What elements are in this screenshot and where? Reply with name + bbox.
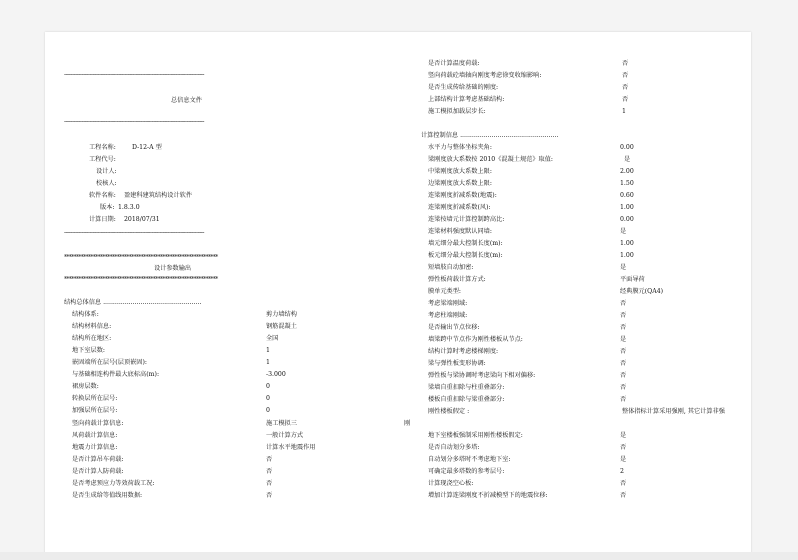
param-value: 1.00: [620, 204, 634, 211]
param-label: 板元细分最大控制长度(m):: [428, 252, 503, 259]
param-label: 地下室层数:: [72, 347, 106, 354]
param-label: 中梁刚度放大系数上限:: [428, 168, 492, 175]
param-label: 考虑梁端刚域:: [428, 300, 468, 307]
param-value: 是: [620, 432, 627, 439]
param-value: 否: [620, 312, 627, 319]
param-label: 连梁刚度折减系数(风):: [428, 204, 491, 211]
param-value: 否: [620, 300, 627, 307]
param-label: 墙元细分最大控制长度(m):: [428, 240, 503, 247]
param-value: 否: [622, 60, 629, 67]
param-value: 全国: [266, 335, 279, 342]
param-label: 膜单元类型:: [428, 288, 462, 295]
param-value: 平面导荷: [620, 276, 645, 283]
param-label: 风荷载计算信息:: [72, 432, 118, 439]
param-value: 否: [622, 96, 629, 103]
info-label: 工程名称:: [89, 144, 116, 151]
dash-line-top: ----------------------------------------------------------------------------------------: [64, 71, 204, 78]
param-label: 竖向荷载砼墙轴向刚度考虑徐变收缩影响:: [428, 72, 542, 79]
param-label: 是否计算温度荷载:: [428, 60, 480, 67]
param-label: 裙房层数:: [72, 383, 99, 390]
param-label: 边梁刚度放大系数上限:: [428, 180, 492, 187]
param-value: 0: [266, 407, 270, 414]
param-value: 否: [620, 492, 627, 499]
param-value: 是: [620, 228, 627, 235]
dash-line-2: ----------------------------------------------------------------------------------------: [64, 118, 204, 125]
param-value: 计算水平地震作用: [266, 444, 316, 451]
param-label: 连梁刚度折减系数(地震):: [428, 192, 497, 199]
param-value: 否: [620, 396, 627, 403]
star-line-1: ****************************************************************: [64, 254, 218, 261]
param-label: 连梁材料强度默认同墙:: [428, 228, 492, 235]
param-label: 是否考虑预应力等效荷载工况:: [72, 480, 155, 487]
section-title-structure: 结构总体信息 ..................................................: [64, 299, 202, 306]
info-value: 1.8.3.0: [118, 204, 140, 211]
param-value: -3.000: [266, 371, 286, 378]
param-value: 否: [620, 360, 627, 367]
param-value: 1: [622, 108, 626, 115]
param-label: 转换层所在层号:: [72, 395, 118, 402]
param-label: 加强层所在层号:: [72, 407, 118, 414]
param-value: 0: [266, 383, 270, 390]
info-value: D-12-A 型: [132, 144, 162, 151]
param-label: 地下室楼板强制采用刚性楼板假定:: [428, 432, 523, 439]
param-label: 结构计算时考虑楼梯刚度:: [428, 348, 499, 355]
param-value: 否: [622, 72, 629, 79]
param-label: 短墙肢自动加密:: [428, 264, 474, 271]
info-value: 盈建科建筑结构设计软件: [124, 192, 193, 199]
param-value: 否: [266, 456, 273, 463]
param-label: 墙梁跨中节点作为刚性楼板从节点:: [428, 336, 523, 343]
param-value: 剪力墙结构: [266, 311, 297, 318]
param-label: 水平力与整体坐标夹角:: [428, 144, 492, 151]
section-title-control: 计算控制信息 ..................................................: [421, 132, 559, 139]
param-value: 整体指标计算采用强刚, 其它计算非强: [622, 408, 725, 415]
param-value: 0.60: [620, 192, 634, 199]
param-label: 自动划分多塔时不考虑地下室:: [428, 456, 511, 463]
param-label: 可确定最多塔数的参考层号:: [428, 468, 505, 475]
param-value: 2: [620, 468, 624, 475]
param-value: 否: [620, 480, 627, 487]
info-label: 计算日期:: [89, 216, 116, 223]
param-label: 是否计算吊车荷载:: [72, 456, 124, 463]
param-label: 梁墙自重扣除与柱重叠部分:: [428, 384, 505, 391]
page-bottom-edge: [0, 552, 798, 560]
param-label: 是否输出节点位移:: [428, 324, 480, 331]
param-label: 梁刚度放大系数按 2010《混凝土规范》取值:: [428, 156, 553, 163]
param-value: 否: [620, 372, 627, 379]
info-label: 设计人:: [96, 168, 117, 175]
param-value: 施工模拟三: [266, 420, 297, 427]
param-value: 经典膜元(QA4): [620, 288, 664, 295]
param-value: 1.00: [620, 240, 634, 247]
info-label: 软件名称:: [89, 192, 116, 199]
param-label: 刚性楼板假定 :: [428, 408, 470, 415]
param-value: 否: [620, 348, 627, 355]
param-value: 否: [266, 492, 273, 499]
param-label: 计算现浇空心板:: [428, 480, 474, 487]
param-label: 弹性板荷载计算方式:: [428, 276, 486, 283]
param-value: 否: [620, 384, 627, 391]
param-title: 设计参数输出: [154, 265, 192, 272]
param-label: 上部结构计算考虑基础结构:: [428, 96, 505, 103]
param-label: 是否计算人防荷载:: [72, 468, 124, 475]
dash-line-3: ----------------------------------------------------------------------------------------: [64, 229, 204, 236]
param-value: 1.00: [620, 252, 634, 259]
param-value: 否: [266, 468, 273, 475]
star-line-2: ****************************************************************: [64, 276, 218, 283]
info-value: 2018/07/31: [124, 216, 160, 223]
info-label: 工程代号:: [89, 156, 116, 163]
param-label: 嵌固端所在层号(层顶嵌固):: [72, 359, 147, 366]
param-label: 是否自动划分多塔:: [428, 444, 480, 451]
param-label: 楼板自重扣除与梁重叠部分:: [428, 396, 505, 403]
param-label: 与基础相连构件最大底标高(m):: [72, 371, 160, 378]
param-value: 否: [620, 444, 627, 451]
param-value: 是: [620, 456, 627, 463]
param-value: 是: [624, 156, 631, 163]
param-value: 1: [266, 347, 270, 354]
info-label: 版本:: [100, 204, 115, 211]
param-label: 梁与弹性板变形协调:: [428, 360, 486, 367]
param-label: 结构体系:: [72, 311, 99, 318]
param-label: 施工模拟加载层步长:: [428, 108, 486, 115]
file-title: 总信息文件: [171, 97, 202, 104]
param-value: 否: [266, 480, 273, 487]
param-label: 结构所在地区:: [72, 335, 112, 342]
param-value: 0.00: [620, 144, 634, 151]
param-label: 考虑柱端刚域:: [428, 312, 468, 319]
param-label: 竖向荷载计算信息:: [72, 420, 124, 427]
param-value: 一般计算方式: [266, 432, 304, 439]
param-value: 钢筋混凝土: [266, 323, 297, 330]
param-label: 是否生成传给基础的刚度:: [428, 84, 499, 91]
param-label: 增加计算连梁刚度不折减模型下的地震位移:: [428, 492, 548, 499]
param-label: 连梁按墙元计算控制跨高比:: [428, 216, 505, 223]
stray-char: 刚: [404, 420, 411, 427]
param-label: 地震力计算信息:: [72, 444, 118, 451]
param-label: 弹性板与梁协调时考虑梁向下相对偏移:: [428, 372, 536, 379]
param-value: 0.00: [620, 216, 634, 223]
info-label: 校核人:: [96, 180, 117, 187]
param-value: 1.50: [620, 180, 634, 187]
param-value: 是: [620, 264, 627, 271]
param-value: 是: [620, 336, 627, 343]
param-value: 2.00: [620, 168, 634, 175]
param-value: 否: [622, 84, 629, 91]
param-label: 是否生成给等值线用数据:: [72, 492, 143, 499]
param-label: 结构材料信息:: [72, 323, 112, 330]
param-value: 0: [266, 395, 270, 402]
param-value: 否: [620, 324, 627, 331]
param-value: 1: [266, 359, 270, 366]
